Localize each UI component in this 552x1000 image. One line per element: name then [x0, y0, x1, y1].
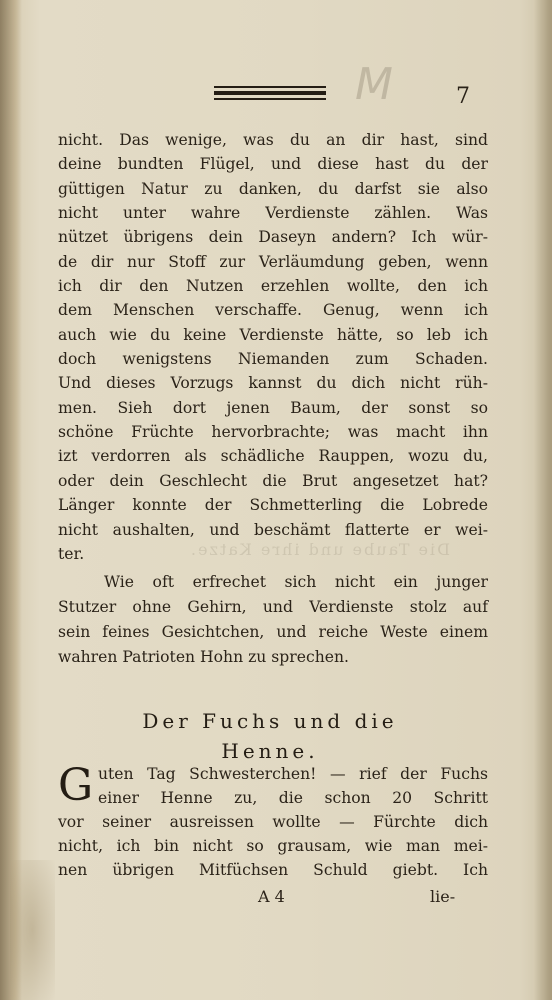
text-line: dem Menschen verschaffe. Genug, wenn ich	[58, 301, 488, 320]
handwritten-mark: M	[355, 59, 393, 110]
binding-gutter	[0, 0, 22, 1000]
fable-title: Der Fuchs und die Henne.	[142, 709, 398, 763]
bleed-through-text: Die Taube und ihre Katze.	[188, 540, 450, 559]
text-line: einer Henne zu, die schon 20 Schritt	[98, 789, 488, 807]
text-line: nicht aushalten, und beschämt flatterte er wei-	[58, 520, 488, 539]
text-line: oder dein Geschlecht die Brut angesetzet hat?	[58, 471, 488, 490]
text-line: vor seiner ausreissen wollte — Fürchte dich	[58, 813, 488, 831]
text-line: güttigen Natur zu danken, du darfst sie also	[58, 179, 488, 198]
page-edge	[534, 0, 552, 1000]
text-line: de dir nur Stoff zur Verläumdung geben, wenn	[58, 252, 488, 271]
text-line: Stutzer ohne Gehirn, und Verdienste stolz auf	[58, 598, 488, 616]
text-line: doch wenigstens Niemanden zum Schaden.	[58, 350, 488, 369]
text-line: schöne Früchte hervorbrachte; was macht ihn	[58, 423, 488, 442]
catchword: lie-	[430, 887, 456, 906]
paragraph-fable-start	[58, 762, 488, 882]
header-ornament	[214, 86, 326, 100]
text-line: nicht, ich bin nicht so grausam, wie man mei-	[58, 837, 488, 855]
text-line: ter.	[58, 544, 85, 563]
text-line: uten Tag Schwesterchen! — rief der Fuchs	[98, 765, 488, 783]
text-line: ich dir den Nutzen erzehlen wollte, den ich	[58, 277, 488, 296]
text-line: auch wie du keine Verdienste hätte, so leb ich	[58, 325, 488, 344]
text-line: nützet übrigens dein Daseyn andern? Ich wür-	[58, 228, 488, 247]
drop-capital: G	[58, 760, 94, 811]
text-line: izt verdorren als schädliche Rauppen, wozu du,	[58, 447, 488, 466]
text-line: Wie oft erfrechet sich nicht ein junger	[104, 573, 488, 591]
text-line: wahren Patrioten Hohn zu sprechen.	[58, 648, 349, 666]
text-line: Und dieses Vorzugs kannst du dich nicht rüh-	[58, 374, 488, 393]
page-number: 7	[456, 84, 470, 109]
text-line: deine bundten Flügel, und diese hast du der	[58, 155, 488, 174]
text-line: sein feines Gesichtchen, und reiche Weste einem	[58, 623, 488, 641]
text-line: nicht unter wahre Verdienste zählen. Was	[58, 204, 488, 223]
paragraph-moral	[58, 570, 488, 670]
paper-stain	[10, 860, 55, 1000]
text-line: nicht. Das wenige, was du an dir hast, sind	[58, 131, 488, 149]
paragraph-fable-ending	[58, 128, 488, 566]
text-line: nen übrigen Mitfüchsen Schuld giebt. Ich	[58, 861, 488, 879]
text-line: men. Sieh dort jenen Baum, der sonst so	[58, 398, 488, 417]
text-line: Länger konnte der Schmetterling die Lobrede	[58, 496, 488, 515]
signature-mark: A 4	[258, 887, 285, 906]
